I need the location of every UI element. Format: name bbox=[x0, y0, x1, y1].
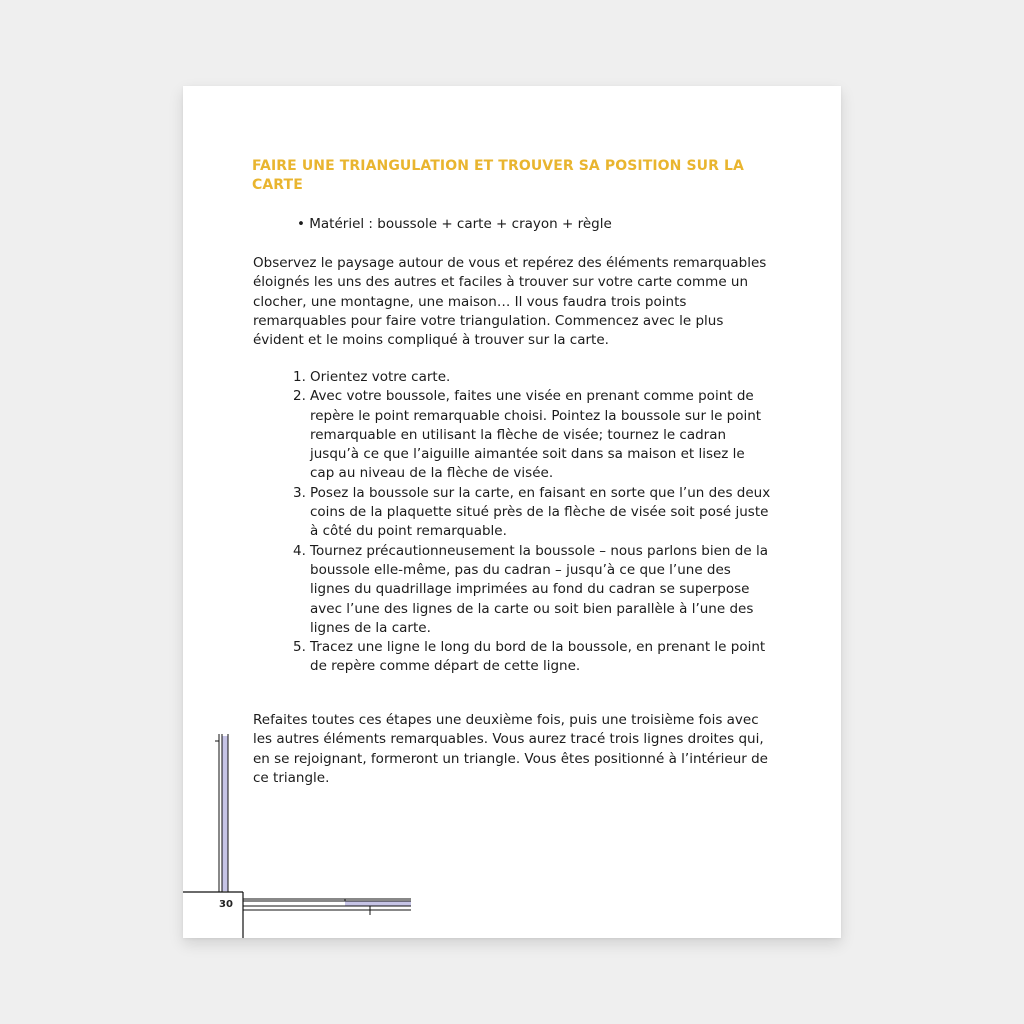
step-text: Tournez précautionneusement la boussole – nous parlons bien de la boussole elle-même, pas du cadran – jusqu’à ce que l’une des lignes du quadrillage imprimées au fond du cadran se superpose avec l’une des lignes de la carte ou soit bien parallèle à l’une des lignes de la carte. bbox=[310, 542, 768, 636]
step-text: Posez la boussole sur la carte, en faisant en sorte que l’un des deux coins de la plaquette situé près de la flèche de visée soit posé juste à côté du point remarquable. bbox=[310, 484, 771, 540]
closing-paragraph: Refaites toutes ces étapes une deuxième fois, puis une troisième fois avec les autres éléments remarquables. Vous aurez tracé trois lignes droites qui, en se rejoignant, formeront un triangle. Vous êtes positionné à l’intérieur de ce triangle. bbox=[253, 712, 768, 786]
section-title: FAIRE UNE TRIANGULATION ET TROUVER SA POSITION SUR LA CARTE bbox=[252, 158, 744, 193]
step-number: 4. bbox=[293, 542, 306, 559]
ruler-corner-decoration bbox=[183, 86, 841, 938]
intro-paragraph: Observez le paysage autour de vous et repérez des éléments remarquables éloignés les uns des autres et faciles à trouver sur votre carte comme un clocher, une montagne, une maison… Il vous faudra trois points remarquables pour faire votre triangulation. Commencez avec le plus évident et le moins compliqué à trouver sur la carte. bbox=[253, 255, 767, 349]
materials-line: • Matériel : boussole + carte + crayon + règle bbox=[297, 216, 612, 232]
step-number: 2. bbox=[293, 388, 306, 405]
step-text: Avec votre boussole, faites une visée en prenant comme point de repère le point remarquable choisi. Pointez la boussole sur le point remarquable en utilisant la flèche de visée; tournez le cadran jusqu’à ce que l’aiguille aimantée soit dans sa maison et lisez le cap au niveau de la flèche de visée. bbox=[310, 388, 762, 482]
step-number: 3. bbox=[293, 484, 306, 501]
step-text: Orientez votre carte. bbox=[310, 369, 451, 385]
book-page bbox=[183, 86, 841, 938]
step-number: 5. bbox=[293, 639, 306, 656]
step-text: Tracez une ligne le long du bord de la boussole, en prenant le point de repère comme départ de cette ligne. bbox=[310, 639, 766, 675]
step-number: 1. bbox=[293, 369, 306, 385]
page-number: 30 bbox=[219, 899, 233, 910]
